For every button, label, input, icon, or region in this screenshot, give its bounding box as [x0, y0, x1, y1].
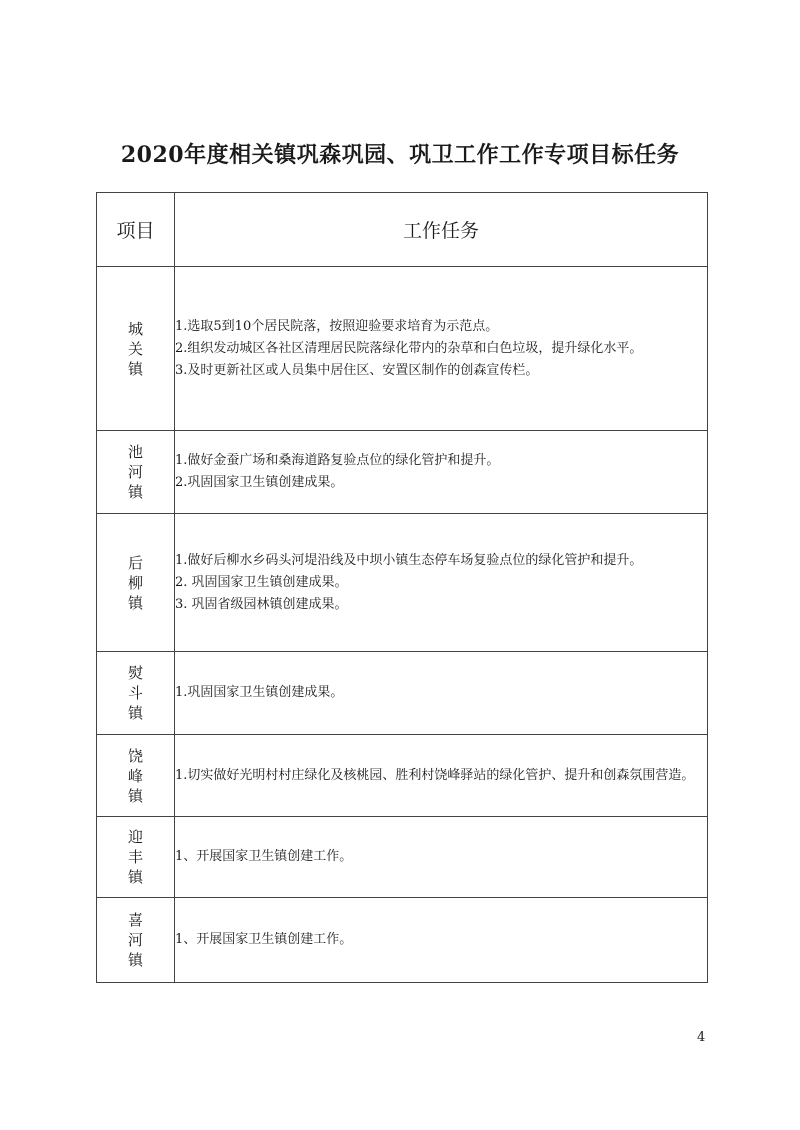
table-row: [97, 898, 708, 983]
task-item: 3. 巩固省级园林镇创建成果。: [175, 596, 348, 612]
town-name: 池河镇: [127, 443, 143, 501]
task-item: 1.做好后柳水乡码头河堤沿线及中坝小镇生态停车场复验点位的绿化管护和提升。: [175, 552, 643, 568]
task-item: 1、开展国家卫生镇创建工作。: [175, 932, 353, 947]
town-name: 饶峰镇: [127, 746, 143, 805]
page-title: 2020年度相关镇巩森巩园、巩卫工作工作专项目标任务: [120, 142, 680, 168]
table-row: [97, 817, 708, 898]
town-name: 城关镇: [127, 319, 143, 378]
task-item: 2. 巩固国家卫生镇创建成果。: [175, 574, 348, 590]
task-item: 2.巩固国家卫生镇创建成果。: [175, 475, 344, 490]
table-row: [97, 514, 708, 652]
town-name: 熨斗镇: [127, 664, 143, 722]
task-item: 1.切实做好光明村村庄绿化及核桃园、胜利村饶峰驿站的绿化管护、提升和创森氛围营造。: [175, 767, 695, 783]
header-task: 工作任务: [175, 193, 708, 267]
town-name: 喜河镇: [127, 911, 143, 969]
task-item: 3.及时更新社区或人员集中居住区、安置区制作的创森宣传栏。: [175, 362, 539, 378]
table-row: [97, 735, 708, 817]
table-row: [97, 652, 708, 735]
table-row: [97, 267, 708, 431]
task-item: 1.做好金蚕广场和桑海道路复验点位的绿化管护和提升。: [175, 453, 500, 468]
task-item: 1.选取5到10个居民院落，按照迎验要求培育为示范点。: [175, 318, 499, 334]
task-item: 2.组织发动城区各社区清理居民院落绿化带内的杂草和白色垃圾，提升绿化水平。: [175, 340, 643, 356]
table-row: [97, 431, 708, 514]
table-header-row: [97, 193, 708, 267]
task-table: [96, 192, 708, 983]
town-name: 后柳镇: [127, 553, 143, 612]
page-number: 4: [697, 1030, 706, 1045]
town-name: 迎丰镇: [127, 828, 143, 886]
header-item: 项目: [97, 193, 175, 267]
task-item: 1、开展国家卫生镇创建工作。: [175, 849, 353, 864]
task-item: 1.巩固国家卫生镇创建成果。: [175, 685, 344, 700]
